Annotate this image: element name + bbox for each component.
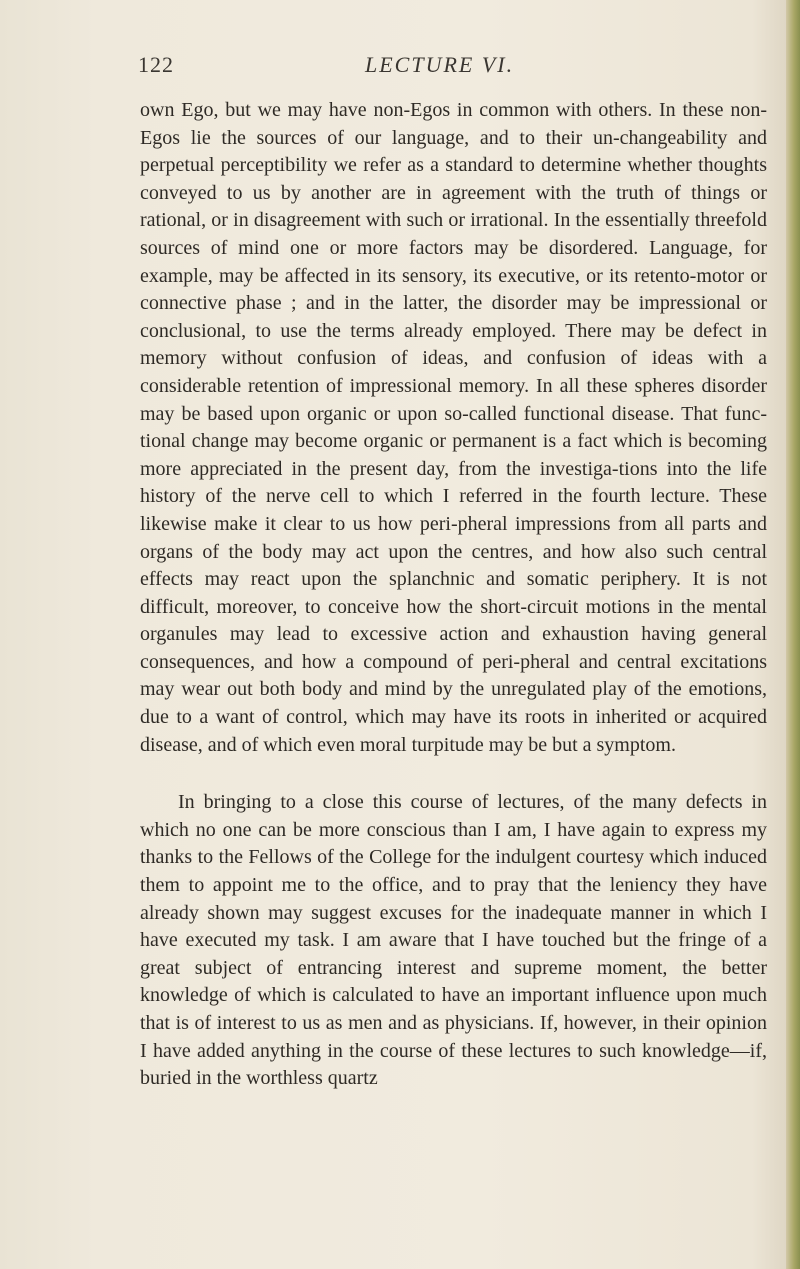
running-title: LECTURE VI. — [365, 52, 515, 77]
page-binding-edge — [786, 0, 800, 1269]
paragraph-1: own Ego, but we may have non-Egos in common with others. In these non-Egos lie the sources of our language, and to their un-changeability and perpetual perceptibility we refer as a standard to determine whether thoughts conveyed to us by another are in agreement with the truth of things or rational, or in disagreement with such or irrational. In the essentially threefold sources of mind one or more factors may be disordered. Language, for example, may be affected in its sensory, its executive, or its retento-motor or connective phase ; and in the latter, the disorder may be impressional or conclusional, to use the terms already employed. There may be defect in memory without confusion of ideas, and confusion of ideas with a considerable retention of impressional memory. In all these spheres disorder may be based upon organic or upon so-called functional disease. That func-tional change may become organic or permanent is a fact which is becoming more appreciated in the present day, from the investiga-tions into the life history of the nerve cell to which I referred in the fourth lecture. These likewise make it clear to us how peri-pheral impressions from all parts and organs of the body may act upon the centres, and how also such central effects may react upon the splanchnic and somatic periphery. It is not difficult, moreover, to conceive how the short-circuit motions in the mental organules may lead to excessive action and exhaustion having general consequences, and how a compound of peri-pheral and central excitations may wear out both body and mind by the unregulated play of the emotions, due to a want of control, which may have its roots in inherited or acquired disease, and of which even moral turpitude may be but a symptom. — [140, 99, 767, 756]
page-number: 122 — [138, 52, 174, 77]
paragraph-2: In bringing to a close this course of lectures, of the many defects in which no one can be more conscious than I am, I have again to express my thanks to the Fellows of the College for the indulgent courtesy which induced them to appoint me to the office, and to pray that the leniency they have already shown may suggest excuses for the inadequate manner in which I have executed my task. I am aware that I have touched but the fringe of a great subject of entrancing interest and supreme moment, the better knowledge of which is calculated to have an important influence upon much that is of interest to us as men and as physicians. If, however, in their opinion I have added anything in the course of these lectures to such knowledge—if, buried in the worthless quartz — [140, 791, 767, 1090]
body-text — [140, 97, 767, 1093]
